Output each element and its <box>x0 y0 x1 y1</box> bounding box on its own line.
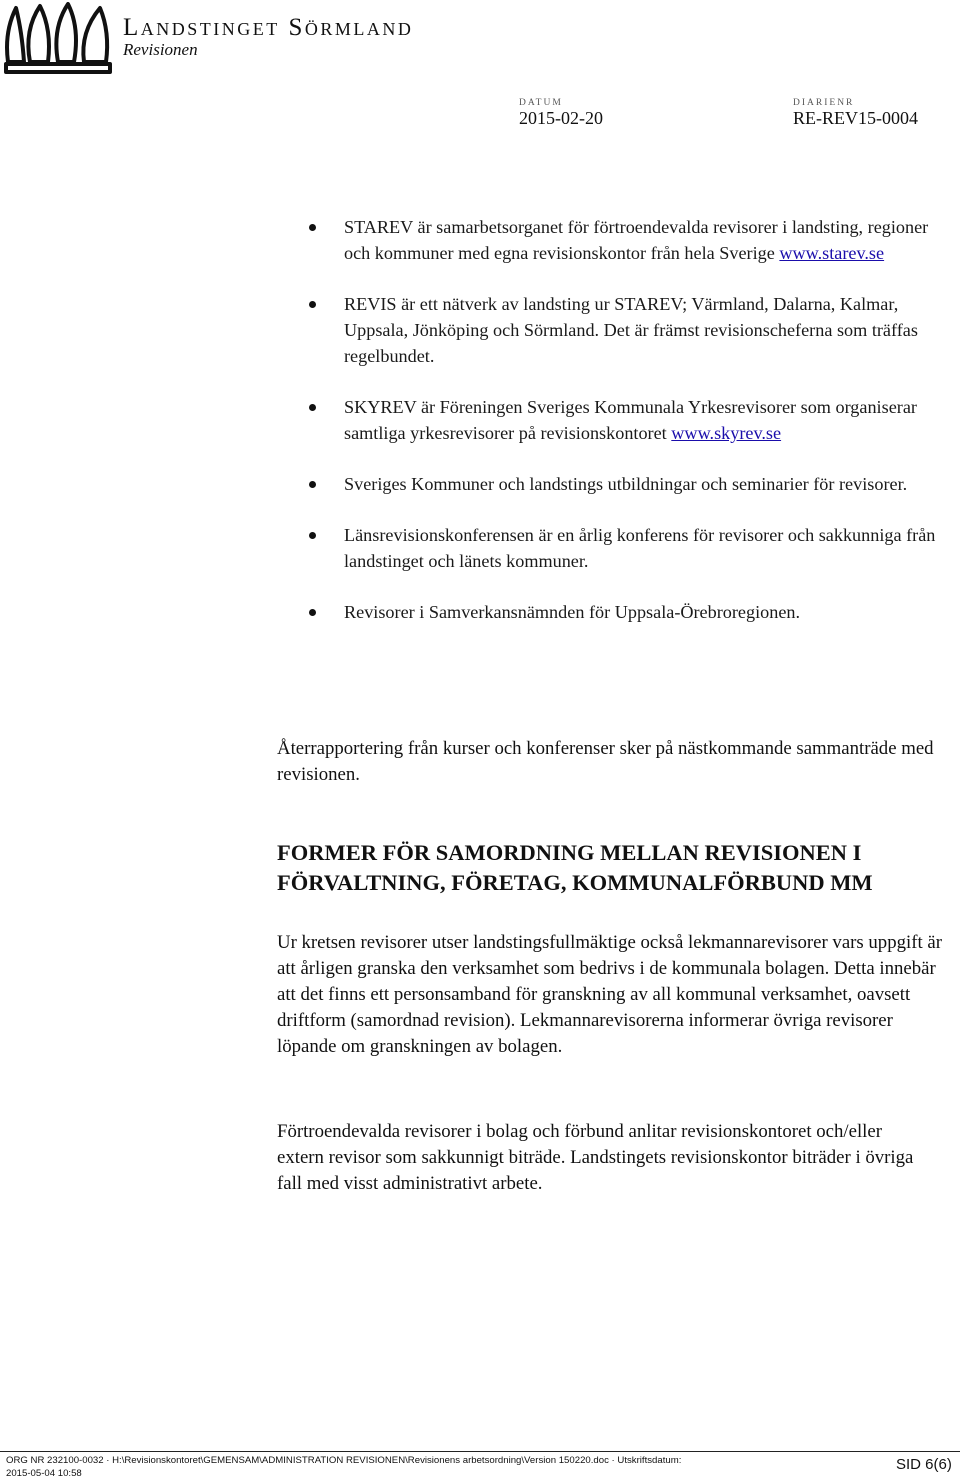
list-item <box>300 599 955 625</box>
diarie-value: RE-REV15-0004 <box>793 108 918 128</box>
list-item <box>300 522 955 574</box>
bullet-icon <box>309 532 316 539</box>
list-item <box>300 471 955 497</box>
bullet-text: Länsrevisionskonferensen är en årlig konferens för revisorer och sakkunniga från landstinget och länets kommuner. <box>344 525 936 571</box>
date-label: DATUM <box>519 98 563 108</box>
department-name: Revisionen <box>123 40 198 59</box>
organization-name: Landstinget Sörmland <box>123 14 414 41</box>
bullet-text: SKYREV är Föreningen Sveriges Kommunala Yrkesrevisorer som organiserar samtliga yrkesrevisorer på revisionskontoret <box>344 397 917 443</box>
bullet-icon <box>309 481 316 488</box>
bullet-text: Sveriges Kommuner och landstings utbildningar och seminarier för revisorer. <box>344 474 908 494</box>
list-item <box>300 394 955 446</box>
date-value: 2015-02-20 <box>519 108 603 128</box>
fortroende-paragraph: Förtroendevalda revisorer i bolag och förbund anlitar revisionskontoret och/eller extern revisor som sakkunnigt biträde. Landstingets revisionskontor biträder i övriga fall med visst administrativt arbete. <box>277 1121 914 1194</box>
reporting-paragraph: Återrapportering från kurser och konferenser sker på nästkommande sammanträde med revisionen. <box>277 738 934 785</box>
bullet-icon <box>309 609 316 616</box>
section-heading-line-2: FÖRVALTNING, FÖRETAG, KOMMUNALFÖRBUND MM <box>277 870 873 895</box>
bullet-icon <box>309 224 316 231</box>
footer-divider <box>0 1451 960 1452</box>
section-heading <box>277 838 873 898</box>
bullet-text: STAREV är samarbetsorganet för förtroendevalda revisorer i landsting, regioner och kommuner med egna revisionskontor från hela Sverige <box>344 217 929 263</box>
crown-petals-logo-icon <box>2 2 114 74</box>
diarie-label: DIARIENR <box>793 98 855 108</box>
starev-link[interactable]: www.starev.se <box>779 243 885 263</box>
page-number: SID 6(6) <box>896 1456 952 1473</box>
lekmanna-paragraph: Ur kretsen revisorer utser landstingsfullmäktige också lekmannarevisorer vars uppgift är att årligen granska den verksamhet som bedrivs i de kommunala bolagen. Detta innebär att det finns ett personsamband för granskning av all kommunal verksamhet, oavsett driftform (samordnad revision). Lekmannarevisorerna informerar övriga revisorer löpande om granskningen av bolagen. <box>277 932 942 1057</box>
list-item <box>300 291 955 369</box>
footer-path: ORG NR 232100-0032 · H:\Revisionskontoret\GEMENSAM\ADMINISTRATION REVISIONEN\Revisionens arbetsordning\Version 150220.doc · Utskriftsdatum: 2015-05-04 10:58 <box>6 1455 682 1479</box>
bullet-text: REVIS är ett nätverk av landsting ur STAREV; Värmland, Dalarna, Kalmar, Uppsala, Jönköping och Sörmland. Det är främst revisionscheferna som träffas regelbundet. <box>344 294 918 366</box>
bullet-icon <box>309 404 316 411</box>
section-heading-line-1: FORMER FÖR SAMORDNING MELLAN REVISIONEN I <box>277 840 862 865</box>
list-item <box>300 214 955 266</box>
skyrev-link[interactable]: www.skyrev.se <box>671 423 782 443</box>
bullet-text: Revisorer i Samverkansnämnden för Uppsala-Örebroregionen. <box>344 602 801 622</box>
bullet-icon <box>309 301 316 308</box>
network-bullet-list <box>300 214 955 650</box>
